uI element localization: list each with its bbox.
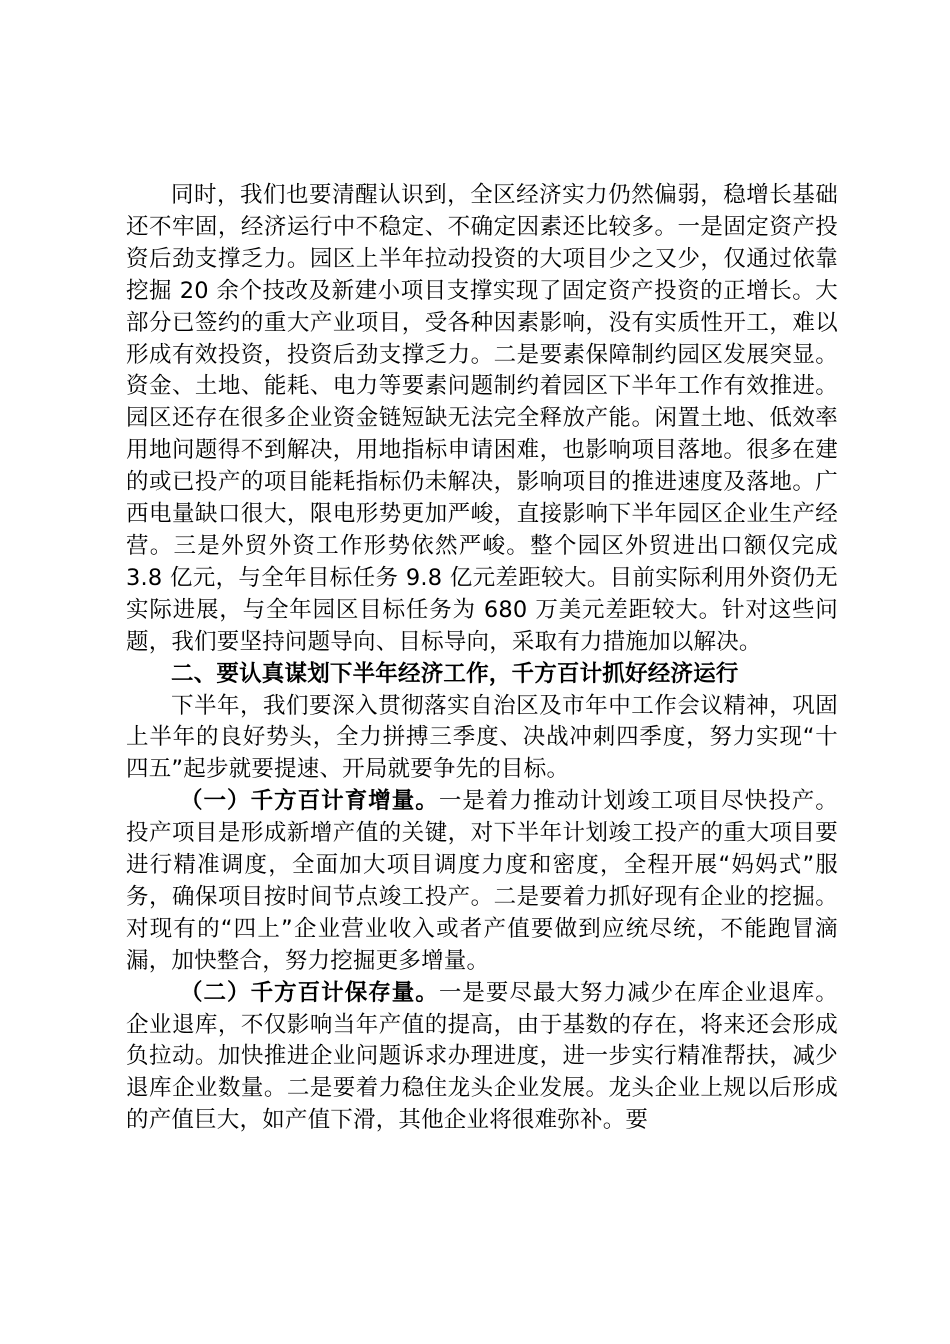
document-body [126,180,838,1137]
paragraph-second-half-plan: 下半年，我们要深入贯彻落实自治区及市年中工作会议精神，巩固上半年的良好势头，全力拼搏三季度、决战冲刺四季度，努力实现“十四五”起步就要提速、开局就要争先的目标。 [126,692,838,783]
paragraph-keep-stock [126,978,838,1138]
subsection-body-2: 一是要尽最大努力减少在库企业退库。企业退库，不仅影响当年产值的提高，由于基数的存在，将来还会形成负拉动。加快推进企业问题诉求办理进度，进一步实行精准帮扶，减少退库企业数量。二是要着力稳住龙头企业发展。龙头企业上规以后形成的产值巨大，如产值下滑，其他企业将很难弥补。要 [126,979,838,1134]
subsection-lead-1: （一）千方百计育增量。 [180,788,439,815]
section-heading-2: 二、要认真谋划下半年经济工作，千方百计抓好经济运行 [171,660,739,687]
paragraph-grow-increment [126,786,838,977]
subsection-body-1: 一是着力推动计划竣工项目尽快投产。投产项目是形成新增产值的关键，对下半年计划竣工投产的重大项目要进行精准调度，全面加大项目调度力度和密度，全程开展“妈妈式”服务，确保项目按时间节点竣工投产。二是要着力抓好现有企业的挖掘。对现有的“四上”企业营业收入或者产值要做到应统尽统，不能跑冒滴漏，加快整合，努力挖掘更多增量。 [126,788,838,974]
subsection-lead-2: （二）千方百计保存量。 [180,979,439,1006]
paragraph-economic-weakness: 同时，我们也要清醒认识到，全区经济实力仍然偏弱，稳增长基础还不牢固，经济运行中不稳定、不确定因素还比较多。一是固定资产投资后劲支撑乏力。园区上半年拉动投资的大项目少之又少，仅通过依靠挖掘 20 余个技改及新建小项目支撑实现了固定资产投资的正增长。大部分已签约的重大产业项目，受各种因素影响，没有实质性开工，难以形成有效投资，投资后劲支撑乏力。二是要素保障制约园区发展突显。资金、土地、能耗、电力等要素问题制约着园区下半年工作有效推进。园区还存在很多企业资金链短缺无法完全释放产能。闲置土地、低效率用地问题得不到解决，用地指标申请困难，也影响项目落地。很多在建的或已投产的项目能耗指标仍未解决，影响项目的推进速度及落地。广西电量缺口很大，限电形势更加严峻，直接影响下半年园区企业生产经营。三是外贸外资工作形势依然严峻。整个园区外贸进出口额仅完成 3.8 亿元，与全年目标任务 9.8 亿元差距较大。目前实际利用外资仍无实际进展，与全年园区目标任务为 680 万美元差距较大。针对这些问题，我们要坚持问题导向、目标导向，采取有力措施加以解决。 [126,182,838,655]
